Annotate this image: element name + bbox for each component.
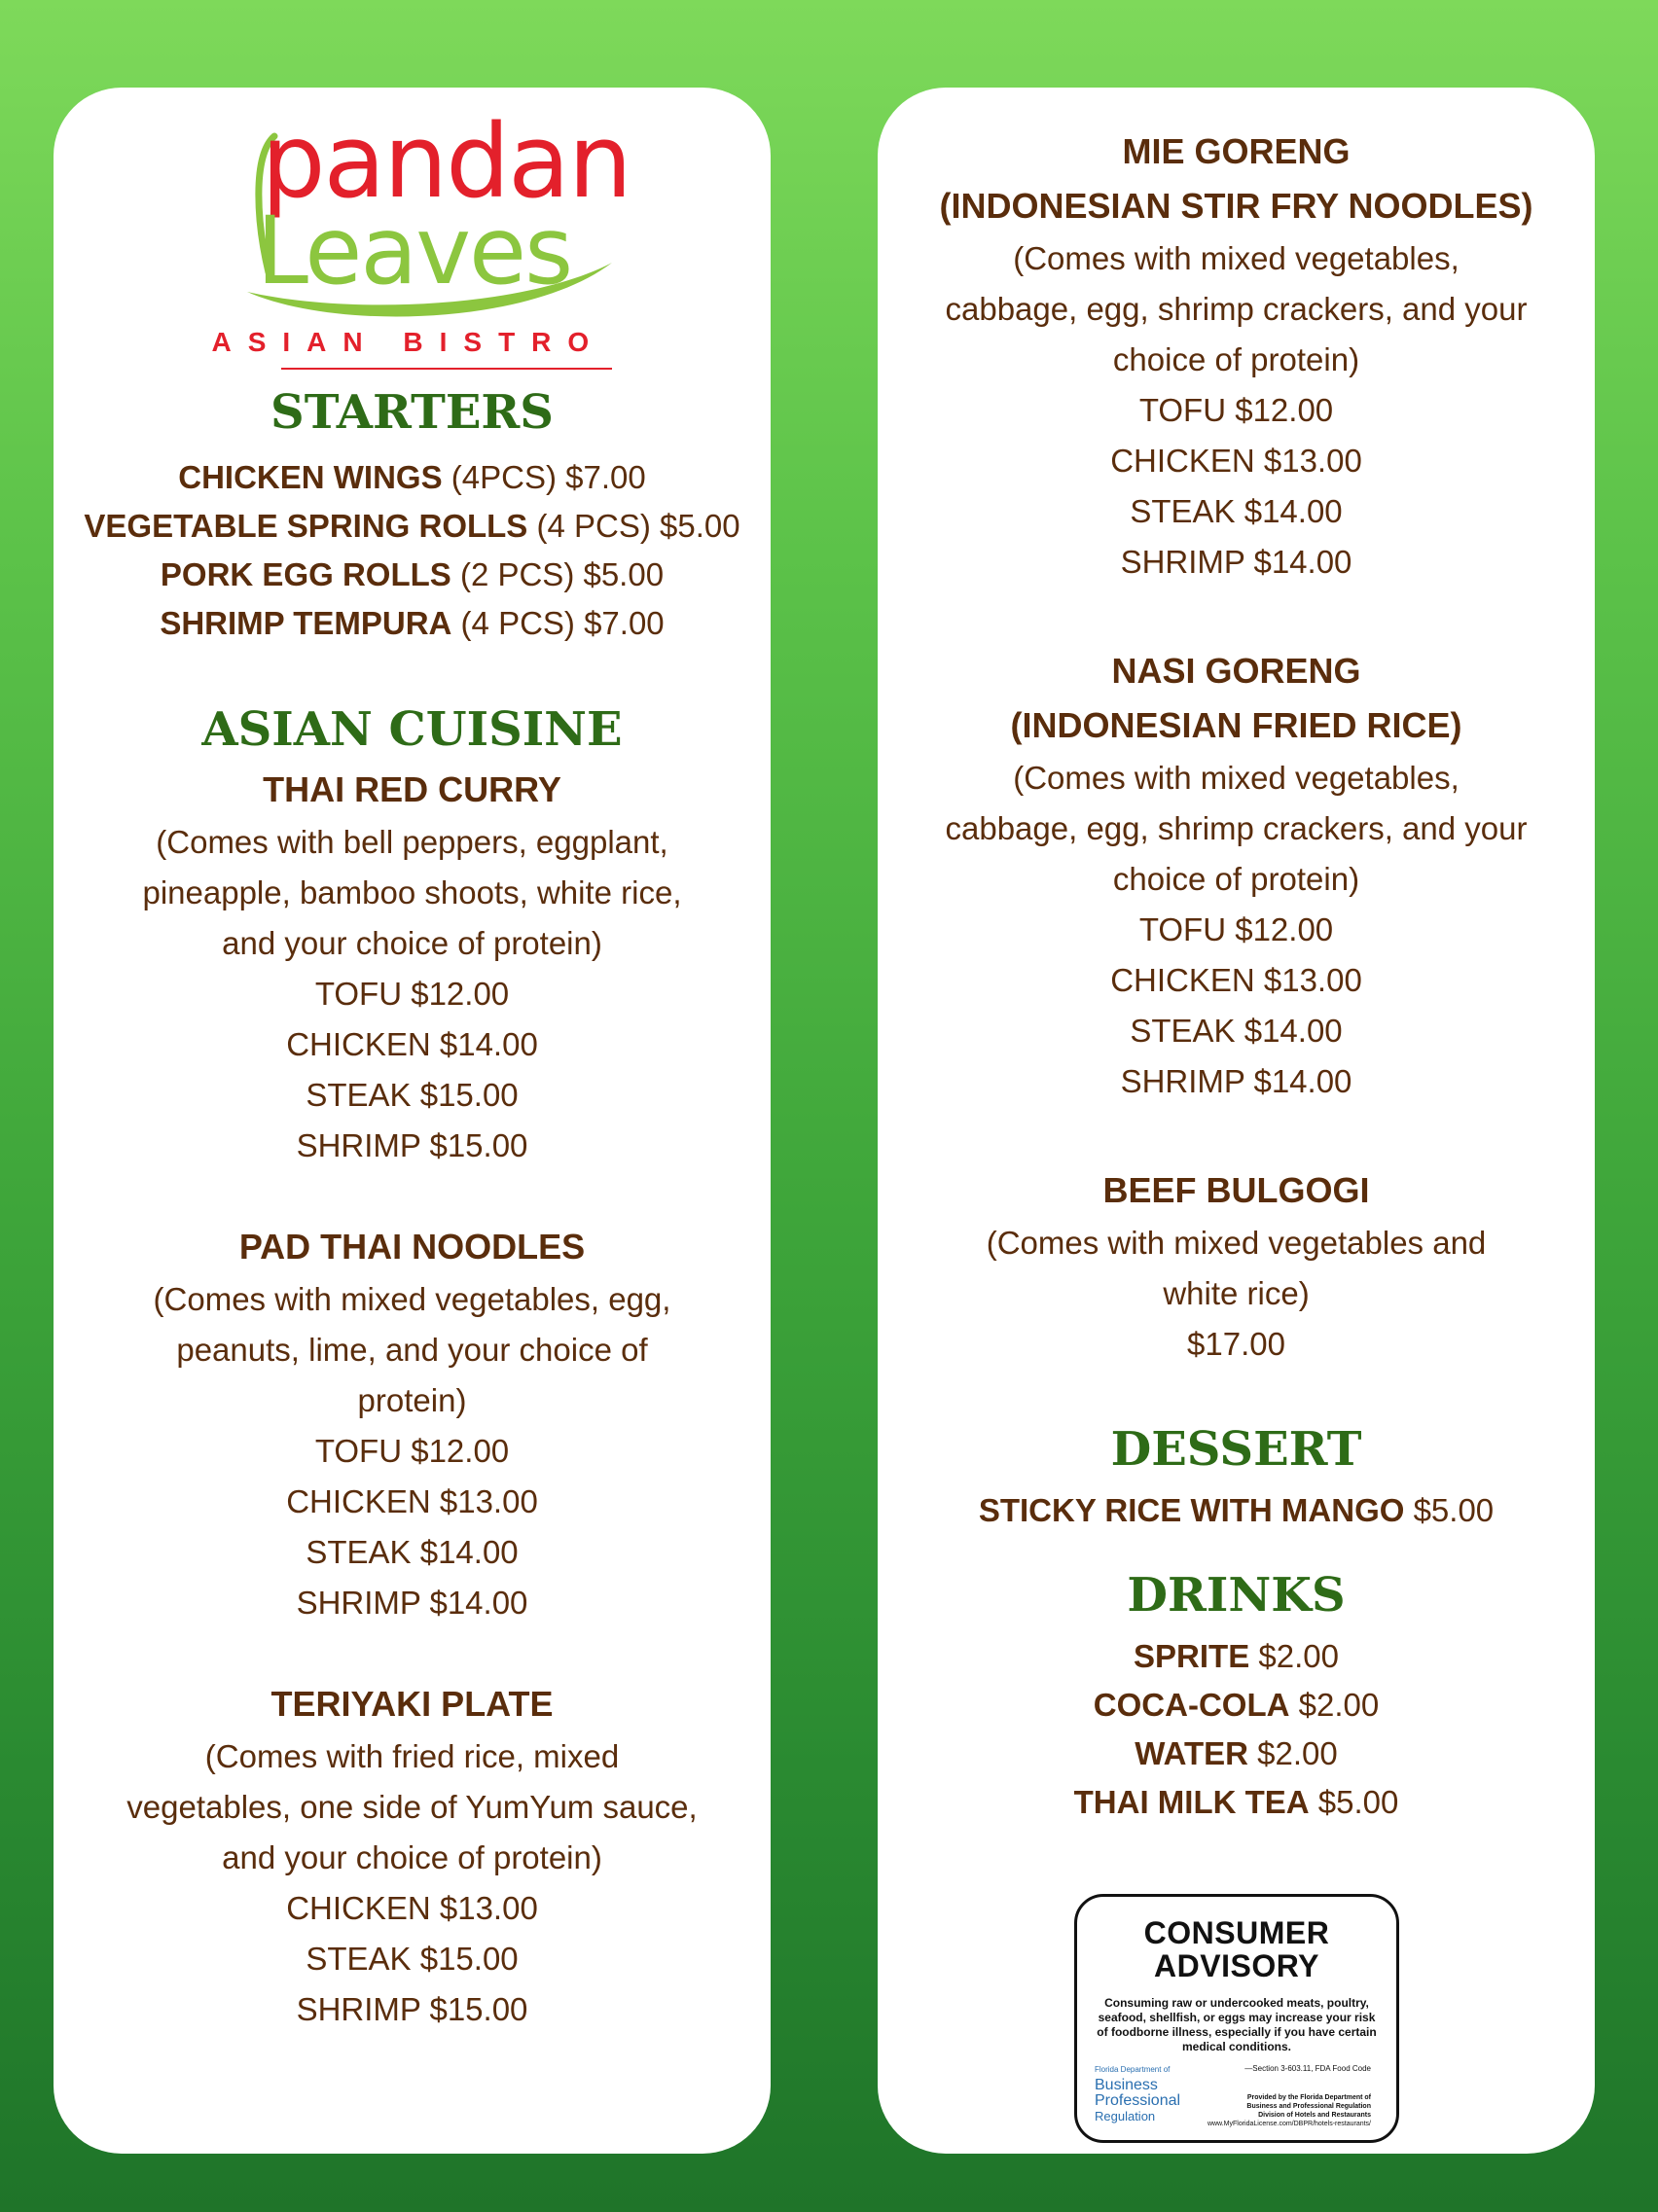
dish-description: white rice) [1163, 1275, 1310, 1311]
asian-cuisine-heading: ASIAN CUISINE [201, 702, 623, 757]
starter-item [54, 599, 771, 648]
advisory-title [1077, 1916, 1396, 1982]
dessert-item [878, 1486, 1595, 1535]
dbpr-logo-line2: Professional [1095, 2092, 1181, 2109]
drinks-list [878, 1632, 1595, 1827]
dish-subtitle: (INDONESIAN STIR FRY NOODLES) [939, 186, 1533, 226]
starter-item [54, 453, 771, 502]
dish-price: STEAK $15.00 [306, 1077, 519, 1113]
item-price: $5.00 [1404, 1492, 1495, 1528]
dish-subtitle: (INDONESIAN FRIED RICE) [1010, 705, 1462, 745]
dbpr-logo-small: Florida Department of [1095, 2065, 1171, 2074]
dish-description: (Comes with bell peppers, eggplant, [156, 824, 668, 860]
dish-description: cabbage, egg, shrimp crackers, and your [945, 810, 1528, 846]
dish-description: and your choice of protein) [222, 925, 602, 961]
dish-title: MIE GORENG [1122, 131, 1351, 171]
dish-description: (Comes with mixed vegetables, [1013, 760, 1460, 796]
item-price: $2.00 [1289, 1687, 1380, 1723]
advisory-code-reference: —Section 3-603.11, FDA Food Code [1244, 2064, 1371, 2073]
dish-title: PAD THAI NOODLES [238, 1227, 586, 1267]
dish-price: TOFU $12.00 [1138, 911, 1334, 947]
drink-item [878, 1730, 1595, 1778]
logo-leaves-text: Leaves [256, 196, 572, 305]
dish-description: and your choice of protein) [222, 1839, 602, 1875]
item-name: THAI MILK TEA [1073, 1784, 1310, 1820]
dish-title: BEEF BULGOGI [1102, 1170, 1370, 1210]
advisory-footer-link: www.MyFloridaLicense.com/DBPR/hotels-restaurants/ [1207, 2121, 1371, 2127]
advisory-title-line2: ADVISORY [1154, 1948, 1319, 1983]
dish-description: cabbage, egg, shrimp crackers, and your [945, 291, 1528, 327]
dish-description: protein) [357, 1382, 467, 1418]
restaurant-logo [160, 102, 666, 360]
starter-item [54, 551, 771, 599]
item-name: PORK EGG ROLLS [160, 556, 451, 592]
dish-description: choice of protein) [1112, 341, 1360, 377]
consumer-advisory-box [1074, 1894, 1399, 2143]
dish-title: NASI GORENG [1111, 651, 1361, 691]
dish-price: STEAK $14.00 [1130, 493, 1343, 529]
starters-heading: STARTERS [270, 385, 554, 440]
dish-description: vegetables, one side of YumYum sauce, [126, 1789, 698, 1825]
dbpr-logo [1095, 2062, 1180, 2124]
item-name: CHICKEN WINGS [178, 459, 443, 495]
dish-price: SHRIMP $14.00 [1120, 1063, 1352, 1099]
dish-price: TOFU $12.00 [1138, 392, 1334, 428]
dish-title: THAI RED CURRY [263, 769, 561, 809]
dish-price: CHICKEN $14.00 [286, 1026, 538, 1062]
thai-red-curry-block [54, 763, 771, 1171]
item-name: WATER [1135, 1735, 1248, 1771]
item-price: (2 PCS) $5.00 [451, 556, 665, 592]
dish-description: (Comes with mixed vegetables, [1013, 240, 1460, 276]
dish-description: choice of protein) [1112, 861, 1360, 897]
dish-price: STEAK $14.00 [306, 1534, 519, 1570]
advisory-body: Consuming raw or undercooked meats, poultry, seafood, shellfish, or eggs may increase your risk of foodborne illness, especially if you have certain medical conditions. [1097, 1996, 1377, 2053]
dish-description: (Comes with mixed vegetables and [986, 1225, 1487, 1261]
advisory-footer-line: Division of Hotels and Restaurants [1258, 2112, 1371, 2119]
beef-bulgogi-block [878, 1163, 1595, 1370]
advisory-footer [1207, 2093, 1371, 2128]
item-name: VEGETABLE SPRING ROLLS [84, 508, 528, 544]
dish-price: SHRIMP $15.00 [296, 1991, 528, 2027]
logo-subtitle: ASIAN BISTRO [211, 327, 606, 357]
nasi-goreng-block [878, 644, 1595, 1107]
dish-price: SHRIMP $14.00 [1120, 544, 1352, 580]
drink-item [878, 1632, 1595, 1681]
teriyaki-plate-block [54, 1677, 771, 2035]
item-price: $2.00 [1249, 1638, 1339, 1674]
advisory-footer-line: Business and Professional Regulation [1246, 2103, 1371, 2110]
drink-item [878, 1681, 1595, 1730]
dish-price: SHRIMP $15.00 [296, 1127, 528, 1163]
advisory-footer-line: Provided by the Florida Department of [1246, 2094, 1371, 2101]
dish-price: CHICKEN $13.00 [1110, 443, 1362, 479]
item-name: COCA-COLA [1093, 1687, 1290, 1723]
advisory-title-line1: CONSUMER [1143, 1915, 1330, 1950]
dish-price: CHICKEN $13.00 [286, 1890, 538, 1926]
item-price: (4 PCS) $7.00 [451, 605, 665, 641]
menu-left-panel [54, 88, 771, 2154]
dish-description: peanuts, lime, and your choice of [176, 1332, 648, 1368]
dish-price: STEAK $15.00 [306, 1941, 519, 1977]
starters-list [54, 453, 771, 648]
dish-title: TERIYAKI PLATE [270, 1684, 554, 1724]
starter-item [54, 502, 771, 551]
item-name: STICKY RICE WITH MANGO [978, 1492, 1405, 1528]
item-name: SHRIMP TEMPURA [160, 605, 452, 641]
logo-underline [281, 368, 612, 370]
dish-description: (Comes with fried rice, mixed [204, 1738, 620, 1774]
drink-item [878, 1778, 1595, 1827]
dish-price: CHICKEN $13.00 [1110, 962, 1362, 998]
dish-price: $17.00 [1187, 1326, 1285, 1362]
dbpr-logo-line1: Business [1095, 2077, 1158, 2093]
dish-description: (Comes with mixed vegetables, egg, [153, 1281, 671, 1317]
dish-price: TOFU $12.00 [314, 1433, 510, 1469]
dish-price: STEAK $14.00 [1130, 1013, 1343, 1049]
logo-pandan-text: pandan [261, 102, 631, 221]
item-price: (4PCS) $7.00 [442, 459, 646, 495]
item-name: SPRITE [1134, 1638, 1250, 1674]
item-price: $2.00 [1247, 1735, 1338, 1771]
item-price: (4 PCS) $5.00 [527, 508, 740, 544]
drinks-heading: DRINKS [1127, 1568, 1346, 1623]
mie-goreng-block [878, 88, 1595, 588]
dbpr-logo-line3: Regulation [1095, 2109, 1156, 2123]
dish-price: SHRIMP $14.00 [296, 1585, 528, 1621]
dish-price: TOFU $12.00 [314, 976, 510, 1012]
dish-description: pineapple, bamboo shoots, white rice, [142, 874, 682, 910]
pad-thai-block [54, 1220, 771, 1628]
dessert-heading: DESSERT [1110, 1422, 1362, 1477]
item-price: $5.00 [1309, 1784, 1399, 1820]
dish-price: CHICKEN $13.00 [286, 1483, 538, 1519]
menu-right-panel [878, 88, 1595, 2154]
